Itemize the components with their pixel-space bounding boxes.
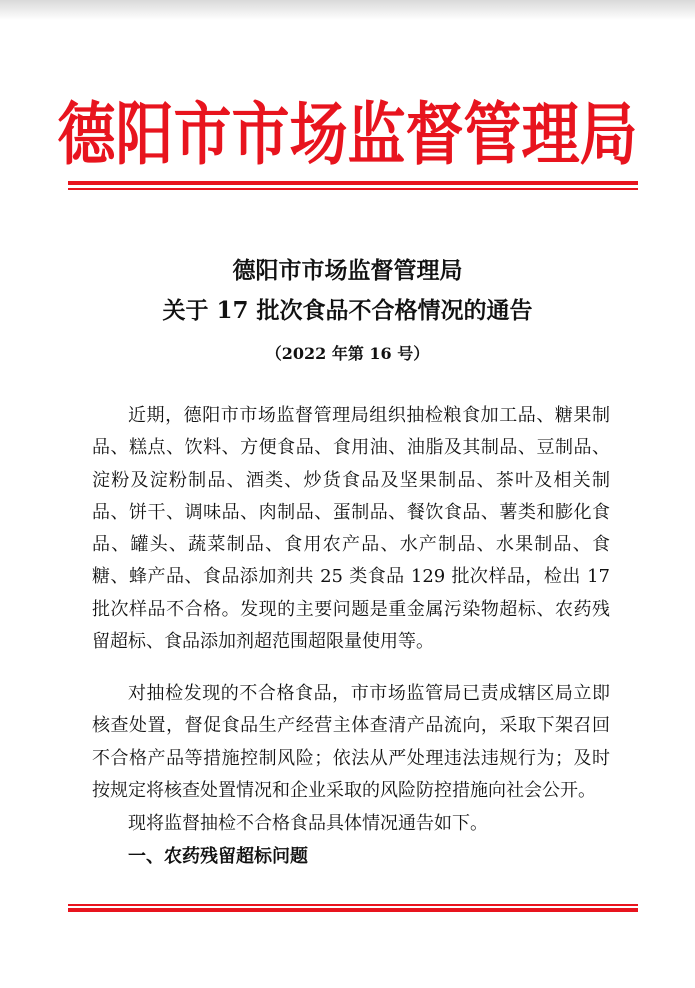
section-heading-pesticide: 一、农药残留超标问题	[128, 846, 308, 867]
masthead-red-rule-thin	[68, 188, 638, 190]
notice-title-line2: 关于 17 批次食品不合格情况的通告	[162, 297, 533, 324]
notice-title-line1: 德阳市市场监督管理局	[232, 257, 463, 284]
body-paragraph-2: 对抽检发现的不合格食品，市市场监管局已责成辖区局立即核查处置，督促食品生产经营主体查清产品流向，采取下架召回不合格产品等措施控制风险；依法从严处理违法违规行为；及时按规定将核查处置情况和企业采取的风险防控措施向社会公开。	[92, 683, 610, 801]
viewer-top-shadow	[0, 0, 695, 20]
masthead-red-rule-thick	[68, 181, 638, 185]
body-paragraph-1: 近期，德阳市市场监督管理局组织抽检粮食加工品、糖果制品、糕点、饮料、方便食品、食用油、油脂及其制品、豆制品、淀粉及淀粉制品、酒类、炒货食品及坚果制品、茶叶及相关制品、饼干、调味品、肉制品、蛋制品、餐饮食品、薯类和膨化食品、罐头、蔬菜制品、食用农产品、水产制品、水果制品、食糖、蜂产品、食品添加剂共 25 类食品 129 批次样品，检出 17 批次样品不合格。发现的主要问题是重金属污染物超标、农药残留超标、食品添加剂超范围超限量使用等。	[92, 405, 610, 653]
footer-red-rule-thin	[68, 904, 638, 906]
masthead-org-name: 德阳市市场监督管理局	[57, 94, 638, 175]
body-paragraph-3: 现将监督抽检不合格食品具体情况通告如下。	[128, 813, 488, 834]
footer-red-rule-thick	[68, 908, 638, 912]
notice-doc-number: （2022 年第 16 号）	[265, 344, 430, 363]
